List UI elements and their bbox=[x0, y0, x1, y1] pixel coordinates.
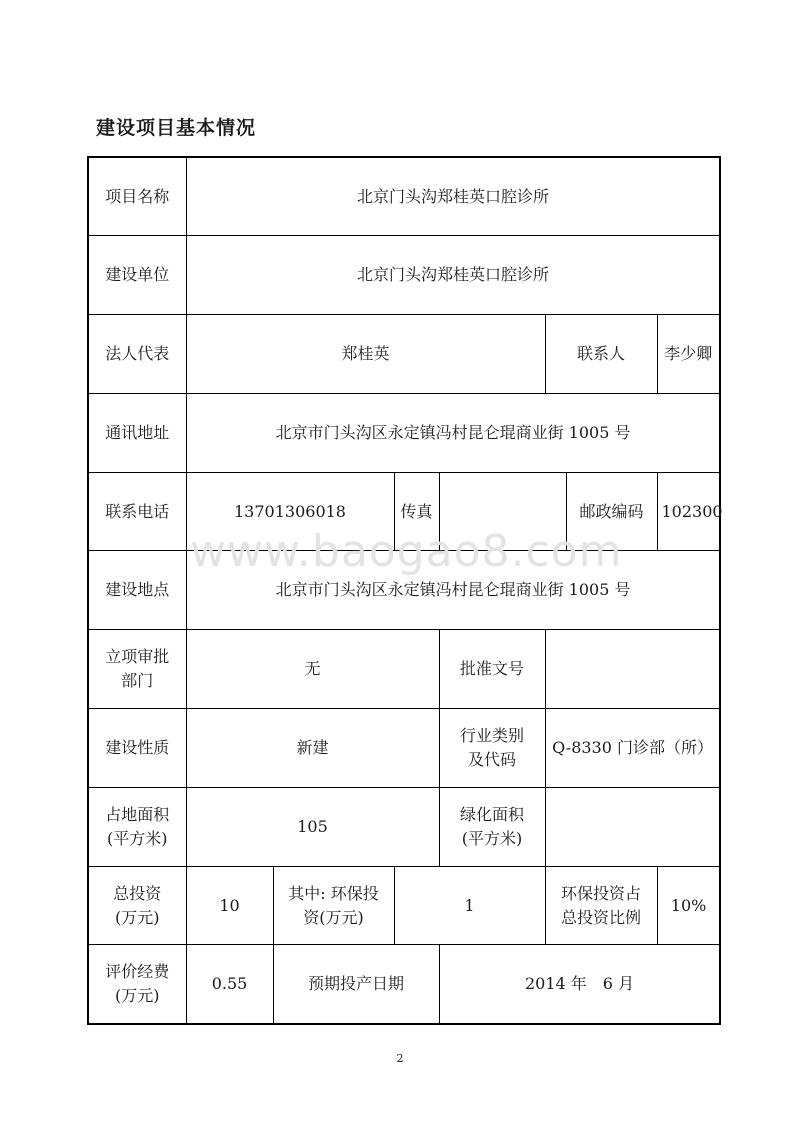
builder-value: 北京门头沟郑桂英口腔诊所 bbox=[186, 236, 720, 315]
fax-label: 传真 bbox=[394, 472, 439, 551]
investment-label-line1: 总投资 bbox=[113, 883, 162, 903]
location-label: 建设地点 bbox=[88, 551, 186, 630]
row-evaluation bbox=[88, 945, 720, 1024]
evaluation-label-line2: (万元) bbox=[115, 986, 160, 1006]
watermark: www.baogao8.com bbox=[190, 526, 623, 577]
row-phone bbox=[88, 472, 720, 551]
env-investment-label-line1: 其中: 环保投 bbox=[288, 883, 379, 903]
phone-value: 13701306018 bbox=[186, 472, 394, 551]
approval-label bbox=[88, 630, 186, 709]
nature-value: 新建 bbox=[186, 709, 439, 788]
row-address bbox=[88, 393, 720, 472]
production-date-label: 预期投产日期 bbox=[273, 945, 439, 1024]
nature-label: 建设性质 bbox=[88, 709, 186, 788]
area-label-line2: (平方米) bbox=[107, 828, 168, 848]
green-area-label-line2: (平方米) bbox=[461, 828, 523, 848]
investment-label-line2: (万元) bbox=[115, 907, 160, 927]
page-number: 2 bbox=[396, 1052, 404, 1065]
industry-value: Q-8330 门诊部（所） bbox=[545, 709, 720, 788]
row-investment bbox=[88, 866, 720, 945]
row-builder bbox=[88, 236, 720, 315]
approval-doc-label: 批准文号 bbox=[439, 630, 545, 709]
fax-value bbox=[439, 472, 566, 551]
env-ratio-label-line1: 环保投资占 bbox=[560, 883, 641, 903]
evaluation-value: 0.55 bbox=[186, 945, 273, 1024]
green-area-label bbox=[439, 787, 545, 866]
area-label-line1: 占地面积 bbox=[105, 804, 170, 824]
legal-rep-value: 郑桂英 bbox=[186, 315, 545, 394]
investment-label bbox=[88, 866, 186, 945]
postcode-label: 邮政编码 bbox=[566, 472, 657, 551]
env-investment-label-line2: 资(万元) bbox=[303, 907, 364, 927]
row-nature bbox=[88, 709, 720, 788]
page-title: 建设项目基本情况 bbox=[96, 117, 257, 139]
address-value: 北京市门头沟区永定镇冯村昆仑琨商业街 1005 号 bbox=[186, 393, 720, 472]
industry-label bbox=[439, 709, 545, 788]
evaluation-label bbox=[88, 945, 186, 1024]
project-name-label: 项目名称 bbox=[88, 157, 186, 236]
contact-label: 联系人 bbox=[545, 315, 657, 394]
area-value: 105 bbox=[186, 787, 439, 866]
approval-doc-value bbox=[545, 630, 720, 709]
evaluation-label-line1: 评价经费 bbox=[105, 962, 170, 982]
green-area-value bbox=[545, 787, 720, 866]
project-name-value: 北京门头沟郑桂英口腔诊所 bbox=[186, 157, 720, 236]
postcode-value: 102300 bbox=[657, 472, 720, 551]
builder-label: 建设单位 bbox=[88, 236, 186, 315]
row-legal-rep bbox=[88, 315, 720, 394]
env-ratio-label bbox=[545, 866, 657, 945]
project-info-table bbox=[87, 156, 721, 1025]
contact-value: 李少卿 bbox=[657, 315, 720, 394]
address-label: 通讯地址 bbox=[88, 393, 186, 472]
approval-label-line1: 立项审批 bbox=[105, 647, 170, 667]
approval-label-line2: 部门 bbox=[121, 671, 154, 691]
industry-label-line1: 行业类别 bbox=[459, 725, 524, 745]
green-area-label-line1: 绿化面积 bbox=[459, 804, 524, 824]
production-date-value: 2014 年 6 月 bbox=[439, 945, 720, 1024]
row-location bbox=[88, 551, 720, 630]
phone-label: 联系电话 bbox=[88, 472, 186, 551]
env-ratio-label-line2: 总投资比例 bbox=[560, 907, 641, 927]
row-approval bbox=[88, 630, 720, 709]
env-ratio-value: 10% bbox=[657, 866, 720, 945]
industry-label-line2: 及代码 bbox=[467, 749, 516, 769]
row-area bbox=[88, 787, 720, 866]
investment-value: 10 bbox=[186, 866, 273, 945]
row-project-name bbox=[88, 157, 720, 236]
legal-rep-label: 法人代表 bbox=[88, 315, 186, 394]
env-investment-value: 1 bbox=[394, 866, 545, 945]
env-investment-label bbox=[273, 866, 394, 945]
area-label bbox=[88, 787, 186, 866]
approval-value: 无 bbox=[186, 630, 439, 709]
location-value: 北京市门头沟区永定镇冯村昆仑琨商业街 1005 号 bbox=[186, 551, 720, 630]
